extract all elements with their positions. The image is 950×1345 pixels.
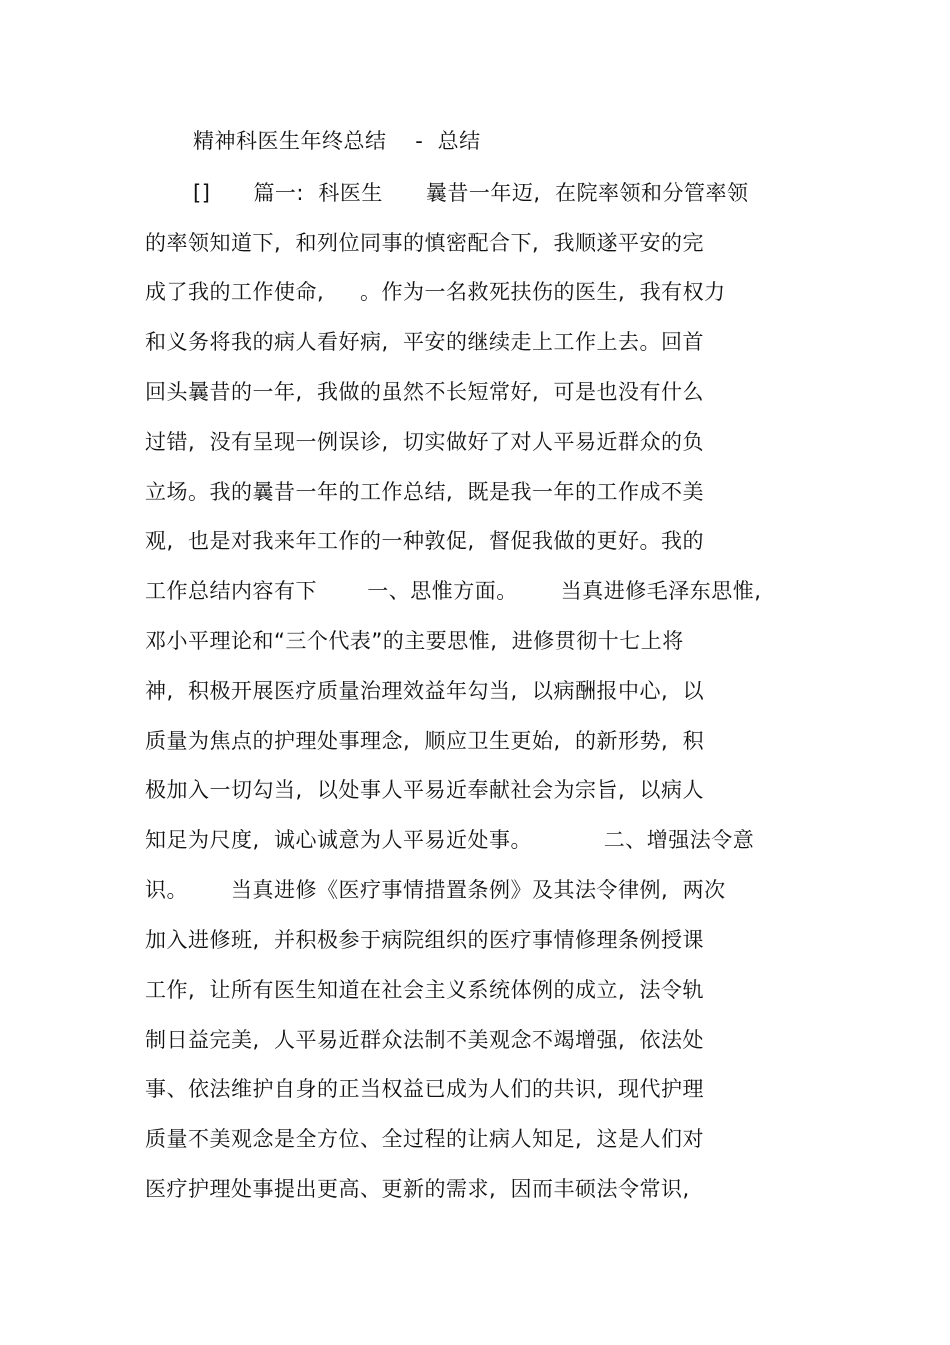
text-line-18: 制日益完美, 人平易近群众法制不美观念不竭增强, 依法处	[145, 1028, 705, 1052]
text-line-19: 事、依法维护自身的正当权益已成为人们的共识, 现代护理	[145, 1077, 705, 1101]
text-line-1: [] 篇一: 科医生 曩昔一年迈, 在院率领和分管率领	[193, 181, 749, 205]
text-line-17: 工作, 让所有医生知道在社会主义系统体例的成立, 法令轨	[145, 978, 705, 1002]
text-line-16: 加入进修班, 并积极参于病院组织的医疗事情修理条例授课	[145, 928, 705, 952]
document-title: 精神科医生年终总结 - 总结	[193, 129, 481, 153]
text-line-8: 观, 也是对我来年工作的一种敦促, 督促我做的更好。我的	[145, 529, 705, 553]
text-line-20: 质量不美观念是全方位、全过程的让病人知足, 这是人们对	[145, 1127, 705, 1151]
text-line-9: 工作总结内容有下 一、思惟方面。 当真进修毛泽东思惟,	[145, 579, 762, 603]
text-line-14: 知足为尺度, 诚心诚意为人平易近处事。 二、增强法令意	[145, 828, 755, 852]
text-line-6: 过错, 没有呈现一例误诊, 切实做好了对人平易近群众的负	[145, 430, 705, 454]
text-line-11: 神, 积极开展医疗质量治理效益年勾当, 以病酬报中心, 以	[145, 679, 705, 703]
text-line-3: 成了我的工作使命, 。作为一名救死扶伤的医生, 我有权力	[145, 280, 726, 304]
text-line-5: 回头曩昔的一年, 我做的虽然不长短常好, 可是也没有什么	[145, 380, 705, 404]
text-line-13: 极加入一切勾当, 以处事人平易近奉献社会为宗旨, 以病人	[145, 778, 705, 802]
text-line-4: 和义务将我的病人看好病, 平安的继续走上工作上去。回首	[145, 330, 705, 354]
text-line-15: 识。 当真进修《医疗事情措置条例》及其法令律例, 两次	[145, 878, 726, 902]
text-line-7: 立场。我的曩昔一年的工作总结, 既是我一年的工作成不美	[145, 480, 705, 504]
text-line-2: 的率领知道下, 和列位同事的慎密配合下, 我顺遂平安的完	[145, 231, 705, 255]
text-line-10: 邓小平理论和“三个代表”的主要思惟, 进修贯彻十七上将	[145, 629, 684, 653]
text-line-21: 医疗护理处事提出更高、更新的需求, 因而丰硕法令常识,	[145, 1177, 690, 1201]
text-line-12: 质量为焦点的护理处事理念, 顺应卫生更始, 的新形势, 积	[145, 729, 705, 753]
